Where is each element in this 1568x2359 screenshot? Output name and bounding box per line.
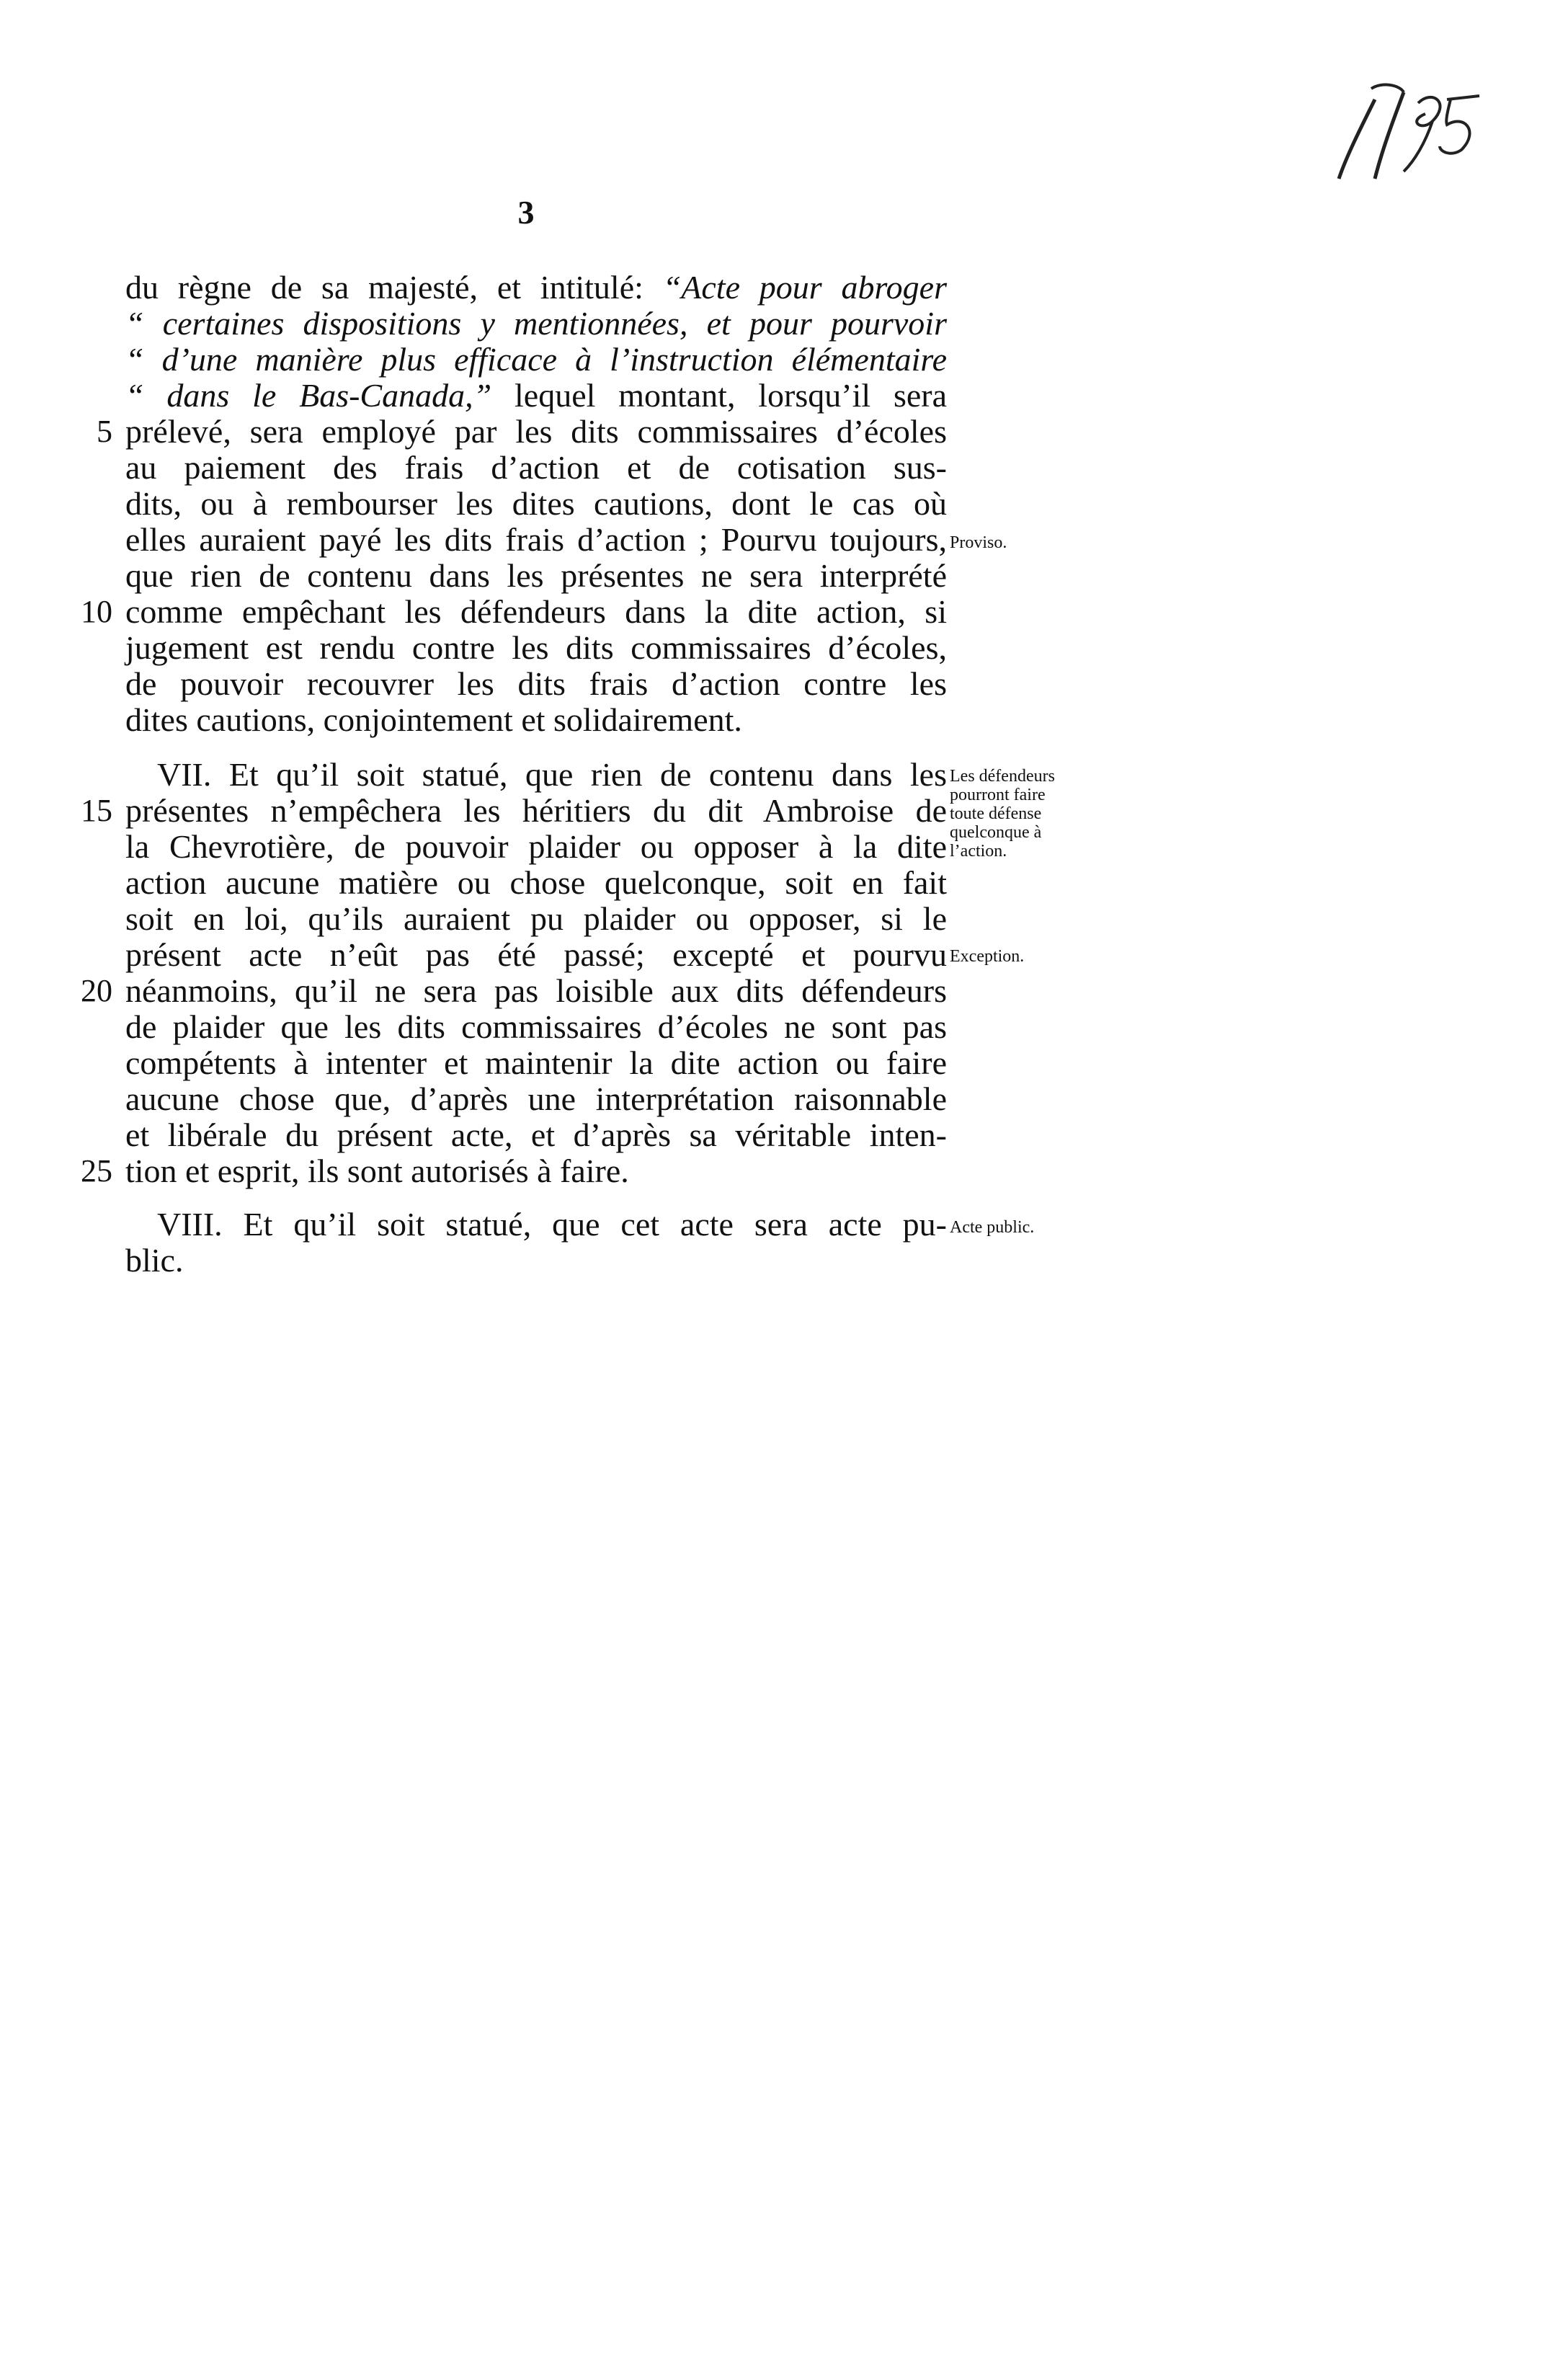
- text-line: au paiement des frais d’action et de cotisation sus-: [125, 449, 947, 486]
- margin-note-defendeurs: [950, 767, 1055, 861]
- folio-handwriting-icon: [1332, 71, 1490, 186]
- margin-note-line: pourront faire: [950, 786, 1046, 804]
- line-number-20: 20: [81, 973, 112, 1008]
- text-line: et libérale du présent acte, et d’après sa véritable inten-: [125, 1116, 947, 1153]
- text-line: prélevé, sera employé par les dits commissaires d’écoles: [125, 413, 947, 450]
- margin-note-line: quelconque à: [950, 823, 1042, 842]
- text-line: que rien de contenu dans les présentes ne sera interprété: [125, 557, 947, 594]
- text-line: comme empêchant les défendeurs dans la dite action, si: [125, 593, 947, 630]
- text-line: soit en loi, qu’ils auraient pu plaider ou opposer, si le: [125, 900, 947, 937]
- text-line: compétents à intenter et maintenir la dite action ou faire: [125, 1044, 947, 1081]
- text-line: aucune chose que, d’après une interprétation raisonnable: [125, 1080, 947, 1117]
- line-number-5: 5: [97, 414, 112, 449]
- text-line: néanmoins, qu’il ne sera pas loisible aux dits défendeurs: [125, 972, 947, 1009]
- text-line: présentes n’empêchera les héritiers du dit Ambroise de: [125, 792, 947, 829]
- text-line: du règne de sa majesté, et intitulé: “Acte pour abroger: [125, 269, 947, 306]
- text-line: de pouvoir recouvrer les dits frais d’action contre les: [125, 665, 947, 702]
- text-line: “ dans le Bas-Canada,” lequel montant, lorsqu’il sera: [125, 377, 947, 414]
- text-line: la Chevrotière, de pouvoir plaider ou opposer à la dite: [125, 828, 947, 865]
- margin-note-acte-public: Acte public.: [950, 1218, 1035, 1237]
- line-number-10: 10: [81, 594, 112, 629]
- text-line: dits, ou à rembourser les dites cautions, dont le cas où: [125, 485, 947, 522]
- margin-note-exception: Exception.: [950, 947, 1025, 966]
- text-line: “ certaines dispositions y mentionnées, et pour pourvoir: [125, 305, 947, 342]
- margin-note-line: toute défense: [950, 804, 1042, 823]
- text-line: action aucune matière ou chose quelconque, soit en fait: [125, 864, 947, 901]
- text-line: tion et esprit, ils sont autorisés à faire.: [125, 1152, 629, 1189]
- section-viii-line: VIII. Et qu’il soit statué, que cet acte sera acte pu-: [157, 1206, 947, 1243]
- text-line: “ d’une manière plus efficace à l’instruction élémentaire: [125, 341, 947, 378]
- text-line: dites cautions, conjointement et solidairement.: [125, 701, 742, 738]
- text-line: de plaider que les dits commissaires d’écoles ne sont pas: [125, 1008, 947, 1045]
- handwritten-folio: [1332, 71, 1490, 186]
- text-line: blic.: [125, 1242, 184, 1279]
- margin-note-line: l’action.: [950, 842, 1007, 861]
- line-number-25: 25: [81, 1153, 112, 1189]
- margin-note-proviso: Proviso.: [950, 533, 1007, 552]
- line-number-15: 15: [81, 793, 112, 828]
- text-line: présent acte n’eût pas été passé; excepté et pourvu: [125, 936, 947, 973]
- text-line: jugement est rendu contre les dits commissaires d’écoles,: [125, 629, 947, 666]
- section-vii-line: VII. Et qu’il soit statué, que rien de contenu dans les: [157, 756, 947, 793]
- margin-note-line: Les défendeurs: [950, 767, 1055, 786]
- page-number: 3: [517, 194, 535, 231]
- text-line: elles auraient payé les dits frais d’action ; Pourvu toujours,: [125, 521, 947, 558]
